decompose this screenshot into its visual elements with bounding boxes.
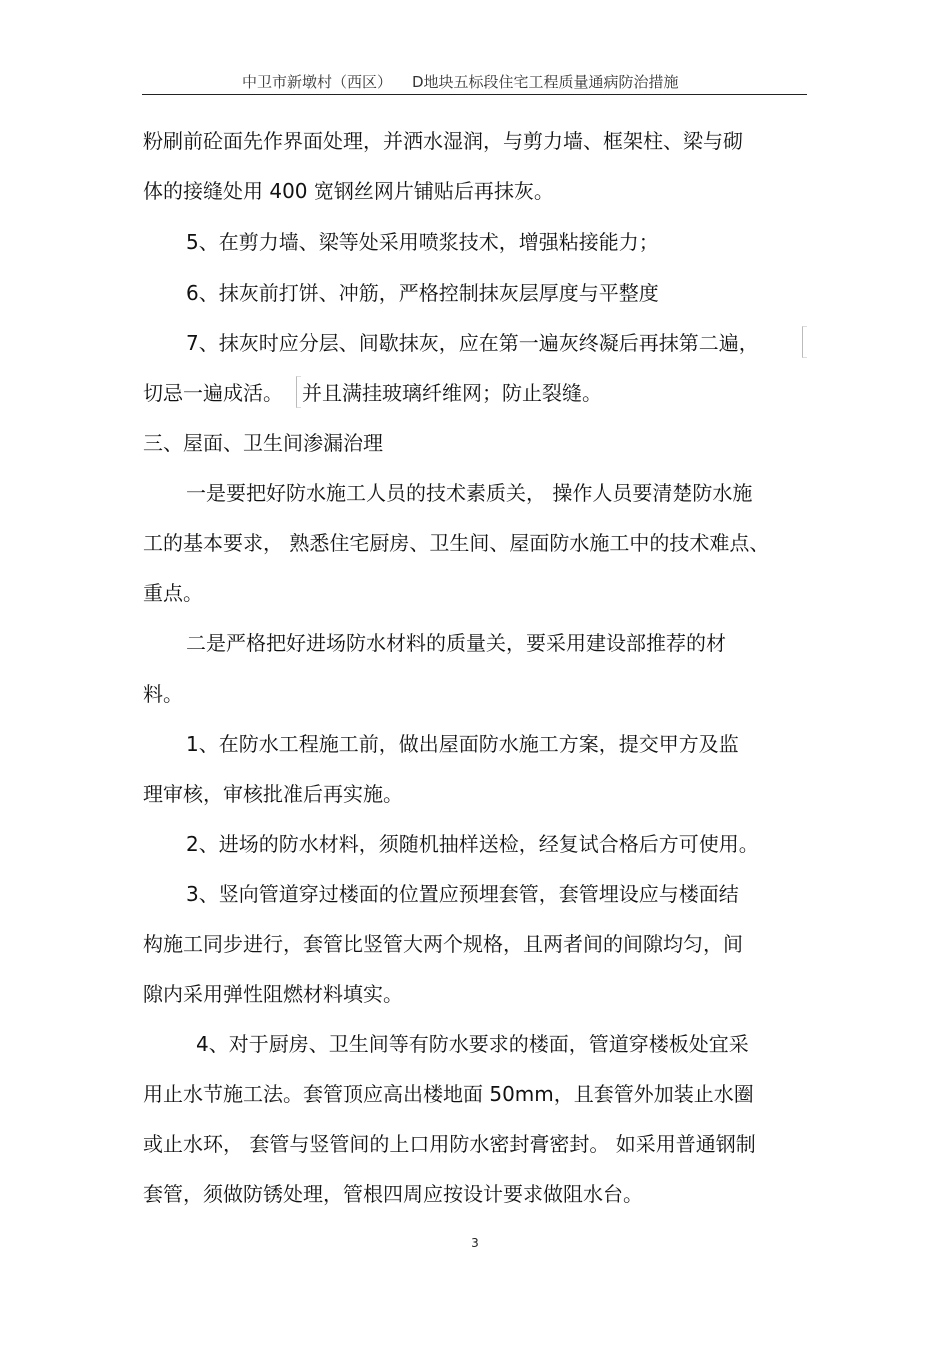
section-heading: 三、屋面、卫生间渗漏治理 <box>143 431 383 455</box>
body-line: 7、抹灰时应分层、间歇抹灰，应在第一遍灰终凝后再抹第二遍， <box>186 331 759 355</box>
body-line: 或止水环， 套管与竖管间的上口用防水密封膏密封。 如采用普通钢制 <box>143 1132 756 1156</box>
body-line: 5、在剪力墙、梁等处采用喷浆技术，增强粘接能力； <box>186 230 659 254</box>
page-header <box>142 68 807 95</box>
header-document-title: D地块五标段住宅工程质量通病防治措施 <box>412 73 679 91</box>
body-line: 二是严格把好进场防水材料的质量关，要采用建设部推荐的材 <box>186 631 726 655</box>
body-line: 粉刷前砼面先作界面处理，并洒水湿润，与剪力墙、框架柱、梁与砌 <box>143 129 743 153</box>
body-line: 2、进场的防水材料，须随机抽样送检，经复试合格后方可使用。 <box>186 832 759 856</box>
body-line: 构施工同步进行，套管比竖管大两个规格，且两者间的间隙均匀，间 <box>143 932 743 956</box>
body-line: 重点。 <box>143 581 203 605</box>
body-line: 隙内采用弹性阻燃材料填实。 <box>143 982 403 1006</box>
body-line: 体的接缝处用 400 宽钢丝网片铺贴后再抹灰。 <box>143 179 554 203</box>
body-line: 工的基本要求， 熟悉住宅厨房、卫生间、屋面防水施工中的技术难点、 <box>143 531 770 555</box>
body-line: 用止水节施工法。套管顶应高出楼地面 50mm，且套管外加装止水圈 <box>143 1082 754 1106</box>
body-line: 料。 <box>143 682 183 706</box>
body-line: 并且满挂玻璃纤维网；防止裂缝。 <box>302 381 602 405</box>
scan-mark <box>802 326 807 358</box>
header-location: 中卫市新墩村（西区） <box>242 73 393 91</box>
body-line: 套管，须做防锈处理，管根四周应按设计要求做阻水台。 <box>143 1182 643 1206</box>
body-line: 切忌一遍成活。 <box>143 381 283 405</box>
body-line: 6、抹灰前打饼、冲筋，严格控制抹灰层厚度与平整度 <box>186 281 659 305</box>
page-number: 3 <box>471 1236 479 1250</box>
body-line: 4、对于厨房、卫生间等有防水要求的楼面，管道穿楼板处宜采 <box>196 1032 749 1056</box>
body-line: 1、在防水工程施工前，做出屋面防水施工方案，提交甲方及监 <box>186 732 739 756</box>
body-line: 一是要把好防水施工人员的技术素质关， 操作人员要清楚防水施 <box>186 481 753 505</box>
body-line: 3、竖向管道穿过楼面的位置应预埋套管，套管埋设应与楼面结 <box>186 882 739 906</box>
body-line: 理审核，审核批准后再实施。 <box>143 782 403 806</box>
scan-mark <box>296 376 301 408</box>
